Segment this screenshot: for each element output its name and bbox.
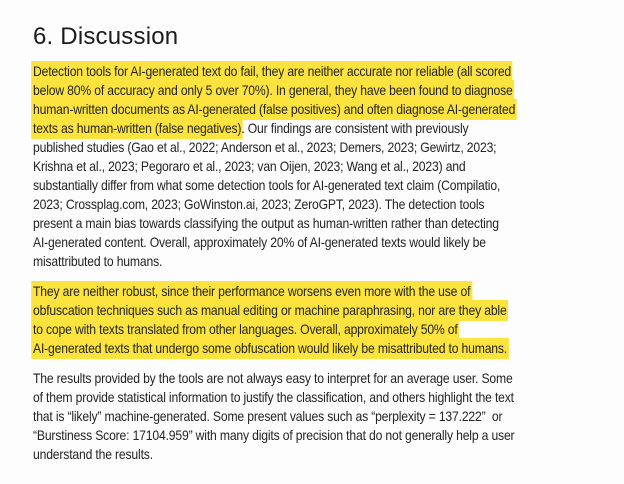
- plain-text: 2023; Crossplag.com, 2023; GoWinston.ai, 2023; ZeroGPT, 2023). The detection tools: [33, 196, 485, 212]
- plain-text: that is “likely” machine-generated. Some present values such as “perplexity = 137.222” or: [33, 408, 503, 424]
- paragraph: [33, 282, 624, 358]
- text-line: [33, 62, 624, 81]
- plain-text: The results provided by the tools are not always easy to interpret for an average user. Some: [33, 370, 513, 386]
- plain-text: . Our findings are consistent with previously: [241, 120, 469, 136]
- text-line: [33, 320, 624, 339]
- section-heading: 6. Discussion: [33, 23, 179, 50]
- highlighted-text: obfuscation techniques such as manual editing or machine paraphrasing, nor are they able: [31, 300, 508, 321]
- plain-text: substantially differ from what some detection tools for AI-generated text claim (Compilatio,: [33, 177, 501, 193]
- text-line: [33, 407, 624, 426]
- plain-text: present a main bias towards classifying the output as human-written rather than detecting: [33, 215, 499, 231]
- text-line: [33, 339, 624, 358]
- highlighted-text: to cope with texts translated from other languages. Overall, approximately 50% of: [31, 319, 459, 340]
- highlighted-text: texts as human-written (false negatives): [31, 118, 243, 139]
- text-line: [33, 100, 624, 119]
- document-body: [33, 62, 624, 464]
- text-line: [33, 426, 624, 445]
- highlighted-text: AI-generated texts that undergo some obfuscation would likely be misattributed to humans.: [31, 338, 509, 359]
- plain-text: published studies (Gao et al., 2022; Anderson et al., 2023; Demers, 2023; Gewirtz, 2023;: [33, 139, 497, 155]
- text-line: [33, 195, 624, 214]
- plain-text: of them provide statistical information to justify the classification, and others highlight the text: [33, 389, 514, 405]
- text-line: [33, 252, 624, 271]
- plain-text: “Burstiness Score: 17104.959” with many digits of precision that do not generally help a user: [33, 427, 515, 443]
- plain-text: Krishna et al., 2023; Pegoraro et al., 2023; van Oijen, 2023; Wang et al., 2023) and: [33, 158, 466, 174]
- highlighted-text: human-written documents as AI-generated (false positives) and often diagnose AI-generated: [31, 99, 517, 120]
- highlighted-text: below 80% of accuracy and only 5 over 70%). In general, they have been found to diagnose: [31, 80, 514, 101]
- text-line: [33, 138, 624, 157]
- text-line: [33, 81, 624, 100]
- paragraph: [33, 369, 624, 464]
- text-line: [33, 301, 624, 320]
- text-line: [33, 369, 624, 388]
- plain-text: understand the results.: [33, 446, 153, 462]
- text-line: [33, 445, 624, 464]
- text-line: [33, 388, 624, 407]
- text-line: [33, 233, 624, 252]
- highlighted-text: Detection tools for AI-generated text do fail, they are neither accurate nor reliable (all scored: [31, 61, 513, 82]
- highlighted-text: They are neither robust, since their performance worsens even more with the use of: [31, 281, 472, 302]
- plain-text: misattributed to humans.: [33, 253, 163, 269]
- text-line: [33, 157, 624, 176]
- paragraph: [33, 62, 624, 271]
- text-line: [33, 176, 624, 195]
- text-line: [33, 282, 624, 301]
- plain-text: AI-generated content. Overall, approximately 20% of AI-generated texts would likely be: [33, 234, 486, 250]
- text-line: [33, 119, 624, 138]
- text-line: [33, 214, 624, 233]
